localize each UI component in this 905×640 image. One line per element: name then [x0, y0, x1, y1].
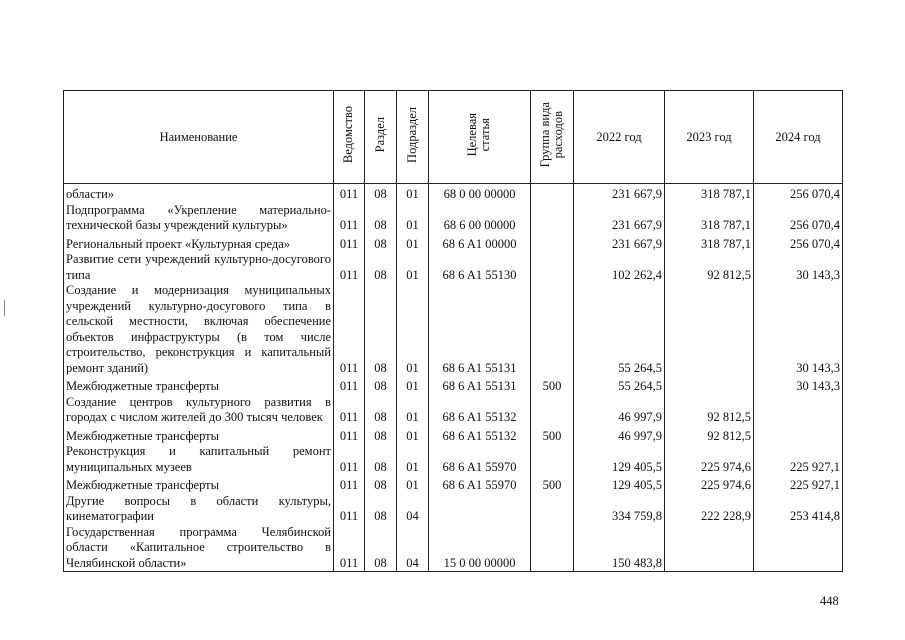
- subsection-cell: 04: [397, 494, 429, 525]
- subsection-cell: 01: [397, 283, 429, 376]
- row-name-cell: Другие вопросы в области культуры, кинематографии: [64, 494, 334, 525]
- ministry-cell: 011: [334, 525, 365, 572]
- section-cell: 08: [365, 283, 397, 376]
- table-row: [64, 426, 843, 445]
- section-cell: 08: [365, 252, 397, 283]
- col-header-2024: 2024 год: [754, 91, 843, 184]
- table-row: [64, 494, 843, 525]
- ministry-cell: 011: [334, 234, 365, 253]
- ministry-cell: 011: [334, 395, 365, 426]
- amount-2024-cell: 30 143,3: [754, 252, 843, 283]
- target-article-cell: 68 6 A1 55131: [429, 283, 531, 376]
- row-name-cell: Создание и модернизация муниципальных учреждений культурно-досугового типа в сельской местности, включая обеспечение объектов инфраструктуры (в том числе строительство, реконструкция и капитальный ремонт зданий): [64, 283, 334, 376]
- target-article-cell: 68 6 A1 55131: [429, 376, 531, 395]
- amount-2024-cell: 225 927,1: [754, 475, 843, 494]
- table-row: [64, 525, 843, 572]
- section-cell: 08: [365, 184, 397, 203]
- col-header-subsection: Подраздел: [397, 91, 429, 184]
- expense-group-cell: [531, 203, 574, 234]
- row-name-cell: Реконструкция и капитальный ремонт муниципальных музеев: [64, 444, 334, 475]
- amount-2023-cell: 225 974,6: [665, 444, 754, 475]
- subsection-cell: 04: [397, 525, 429, 572]
- amount-2022-cell: 46 997,9: [574, 426, 665, 445]
- amount-2023-cell: 318 787,1: [665, 184, 754, 203]
- col-header-ministry: Ведомство: [334, 91, 365, 184]
- expense-group-cell: [531, 494, 574, 525]
- col-header-name: Наименование: [64, 91, 334, 184]
- row-name-cell: Межбюджетные трансферты: [64, 376, 334, 395]
- table-row: [64, 184, 843, 203]
- expense-group-cell: [531, 184, 574, 203]
- row-name-cell: Межбюджетные трансферты: [64, 426, 334, 445]
- target-article-cell: 68 6 A1 55130: [429, 252, 531, 283]
- subsection-cell: 01: [397, 444, 429, 475]
- expense-group-cell: [531, 525, 574, 572]
- table-row: [64, 234, 843, 253]
- table-header: [64, 91, 843, 184]
- section-cell: 08: [365, 426, 397, 445]
- amount-2024-cell: [754, 525, 843, 572]
- ministry-cell: 011: [334, 426, 365, 445]
- row-name-cell: Подпрограмма «Укрепление материально-технической базы учреждений культуры»: [64, 203, 334, 234]
- ministry-cell: 011: [334, 475, 365, 494]
- subsection-cell: 01: [397, 252, 429, 283]
- table-row: [64, 283, 843, 376]
- amount-2023-cell: 222 228,9: [665, 494, 754, 525]
- subsection-cell: 01: [397, 234, 429, 253]
- table-row: [64, 395, 843, 426]
- amount-2023-cell: 92 812,5: [665, 395, 754, 426]
- amount-2022-cell: 231 667,9: [574, 234, 665, 253]
- amount-2024-cell: 253 414,8: [754, 494, 843, 525]
- col-header-expense-group: Группа вида расходов: [531, 91, 574, 184]
- subsection-cell: 01: [397, 426, 429, 445]
- subsection-cell: 01: [397, 475, 429, 494]
- row-name-cell: области»: [64, 184, 334, 203]
- amount-2022-cell: 55 264,5: [574, 376, 665, 395]
- target-article-cell: 68 6 A1 55132: [429, 426, 531, 445]
- section-cell: 08: [365, 203, 397, 234]
- expense-group-cell: 500: [531, 376, 574, 395]
- amount-2023-cell: 92 812,5: [665, 252, 754, 283]
- page-number: 448: [820, 594, 839, 608]
- table-row: [64, 475, 843, 494]
- section-cell: 08: [365, 376, 397, 395]
- target-article-cell: 15 0 00 00000: [429, 525, 531, 572]
- budget-table: [63, 90, 843, 572]
- subsection-cell: 01: [397, 203, 429, 234]
- row-name-cell: Межбюджетные трансферты: [64, 475, 334, 494]
- amount-2023-cell: 92 812,5: [665, 426, 754, 445]
- expense-group-cell: 500: [531, 426, 574, 445]
- row-name-cell: Региональный проект «Культурная среда»: [64, 234, 334, 253]
- ministry-cell: 011: [334, 184, 365, 203]
- col-header-section: Раздел: [365, 91, 397, 184]
- subsection-cell: 01: [397, 395, 429, 426]
- ministry-cell: 011: [334, 252, 365, 283]
- target-article-cell: 68 6 A1 55970: [429, 444, 531, 475]
- amount-2024-cell: 30 143,3: [754, 283, 843, 376]
- ministry-cell: 011: [334, 203, 365, 234]
- amount-2023-cell: 318 787,1: [665, 203, 754, 234]
- col-header-2023: 2023 год: [665, 91, 754, 184]
- amount-2022-cell: 150 483,8: [574, 525, 665, 572]
- amount-2023-cell: [665, 376, 754, 395]
- table-row: [64, 444, 843, 475]
- target-article-cell: 68 6 A1 55132: [429, 395, 531, 426]
- subsection-cell: 01: [397, 184, 429, 203]
- target-article-cell: 68 6 A1 00000: [429, 234, 531, 253]
- target-article-cell: 68 6 A1 55970: [429, 475, 531, 494]
- amount-2023-cell: [665, 525, 754, 572]
- amount-2022-cell: 129 405,5: [574, 475, 665, 494]
- table-row: [64, 252, 843, 283]
- ministry-cell: 011: [334, 376, 365, 395]
- section-cell: 08: [365, 525, 397, 572]
- expense-group-cell: [531, 234, 574, 253]
- expense-group-cell: 500: [531, 475, 574, 494]
- amount-2023-cell: 225 974,6: [665, 475, 754, 494]
- table-body: [64, 184, 843, 572]
- amount-2024-cell: 256 070,4: [754, 203, 843, 234]
- section-cell: 08: [365, 475, 397, 494]
- target-article-cell: 68 0 00 00000: [429, 184, 531, 203]
- amount-2022-cell: 334 759,8: [574, 494, 665, 525]
- table-row: [64, 376, 843, 395]
- amount-2022-cell: 55 264,5: [574, 283, 665, 376]
- amount-2024-cell: 225 927,1: [754, 444, 843, 475]
- col-header-target-article: Целевая статья: [429, 91, 531, 184]
- section-cell: 08: [365, 444, 397, 475]
- amount-2024-cell: [754, 426, 843, 445]
- section-cell: 08: [365, 494, 397, 525]
- amount-2024-cell: 256 070,4: [754, 234, 843, 253]
- table-row: [64, 203, 843, 234]
- expense-group-cell: [531, 395, 574, 426]
- amount-2024-cell: 256 070,4: [754, 184, 843, 203]
- scan-margin-mark: [4, 300, 5, 316]
- ministry-cell: 011: [334, 283, 365, 376]
- ministry-cell: 011: [334, 494, 365, 525]
- subsection-cell: 01: [397, 376, 429, 395]
- amount-2023-cell: [665, 283, 754, 376]
- amount-2022-cell: 46 997,9: [574, 395, 665, 426]
- target-article-cell: 68 6 00 00000: [429, 203, 531, 234]
- amount-2024-cell: 30 143,3: [754, 376, 843, 395]
- row-name-cell: Развитие сети учреждений культурно-досугового типа: [64, 252, 334, 283]
- col-header-2022: 2022 год: [574, 91, 665, 184]
- amount-2024-cell: [754, 395, 843, 426]
- target-article-cell: [429, 494, 531, 525]
- ministry-cell: 011: [334, 444, 365, 475]
- amount-2022-cell: 102 262,4: [574, 252, 665, 283]
- section-cell: 08: [365, 234, 397, 253]
- row-name-cell: Государственная программа Челябинской области «Капитальное строительство в Челябинской области»: [64, 525, 334, 572]
- expense-group-cell: [531, 252, 574, 283]
- row-name-cell: Создание центров культурного развития в городах с числом жителей до 300 тысяч человек: [64, 395, 334, 426]
- section-cell: 08: [365, 395, 397, 426]
- amount-2022-cell: 129 405,5: [574, 444, 665, 475]
- expense-group-cell: [531, 444, 574, 475]
- amount-2023-cell: 318 787,1: [665, 234, 754, 253]
- amount-2022-cell: 231 667,9: [574, 184, 665, 203]
- amount-2022-cell: 231 667,9: [574, 203, 665, 234]
- expense-group-cell: [531, 283, 574, 376]
